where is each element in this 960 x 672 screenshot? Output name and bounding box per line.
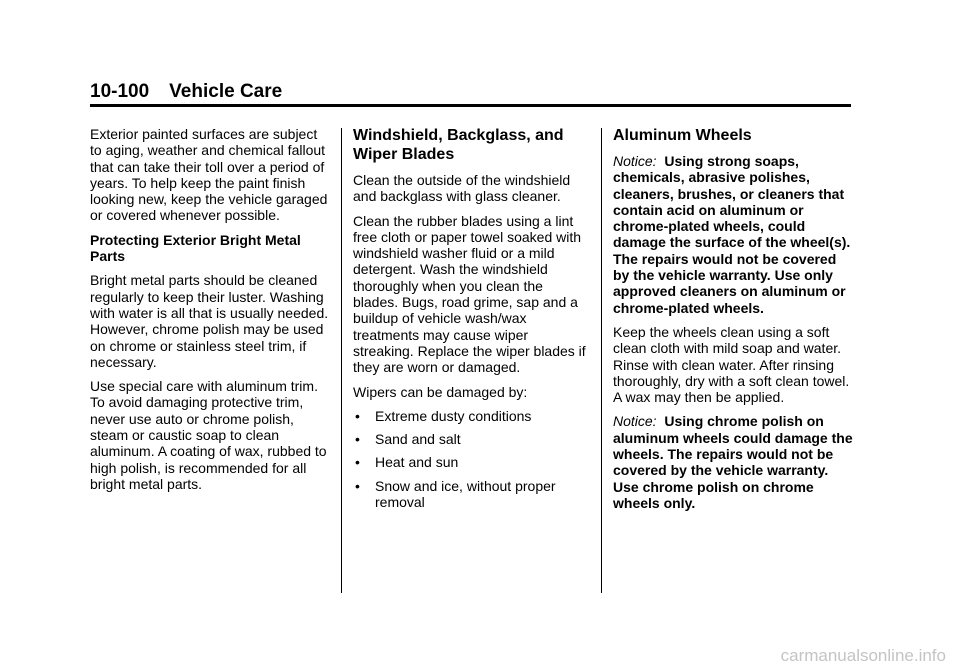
subheading-bright-metal: Protecting Exterior Bright Metal Parts [90, 231, 301, 265]
heading-aluminum-wheels: Aluminum Wheels [613, 127, 752, 144]
column-divider [601, 128, 602, 593]
bullet-icon: • [355, 407, 360, 424]
section-title: Vehicle Care [169, 81, 283, 102]
wheel-cleaning-paragraph: Keep the wheels clean using a soft clean cloth with mild soap and water. Rinse with clean water. After rinsing thoroughly, dry with a soft clean towel. A wax may then be applied. [613, 323, 850, 406]
header-rule [90, 104, 851, 107]
list-item [353, 454, 591, 470]
windshield-paragraph: Clean the outside of the windshield and backglass with glass cleaner. [353, 172, 571, 205]
list-item-text: Snow and ice, without proper removal [375, 477, 556, 511]
list-intro: Wipers can be damaged by: [353, 383, 528, 400]
wiper-blades-paragraph: Clean the rubber blades using a lint free cloth or paper towel soaked with windshield washer fluid or a mild detergent. Wash the windshield thoroughly when you clean the blades. Bugs, road grime, sap and a buildup of vehicle wash/wax treatments may cause wiper streaking. Replace the wiper blades if they are worn or damaged. [353, 212, 586, 376]
bullet-icon: • [355, 477, 360, 494]
column-middle [353, 126, 591, 517]
watermark: carmanualsonline.info [780, 646, 946, 665]
notice-label: Notice: [613, 413, 657, 430]
list-item-text: Sand and salt [375, 431, 461, 448]
column-right [613, 126, 853, 519]
list-item-text: Extreme dusty conditions [375, 407, 532, 424]
bullet-icon: • [355, 431, 360, 448]
bright-metal-paragraph: Bright metal parts should be cleaned regularly to keep their luster. Washing with water is all that is usually needed. However, chrome polish may be used on chrome or stainless steel trim, if necessary. [90, 272, 329, 370]
list-item-text: Heat and sun [375, 454, 459, 471]
bullet-icon: • [355, 454, 360, 471]
notice-block [613, 153, 853, 316]
aluminum-trim-paragraph: Use special care with aluminum trim. To avoid damaging protective trim, never use auto or chrome polish, steam or caustic soap to clean aluminum. A coating of wax, rubbed to high polish, is recommended for all bright metal parts. [90, 378, 327, 492]
page-number: 10-100 [90, 81, 150, 102]
list-item [353, 431, 591, 447]
notice-text: Using strong soaps, chemicals, abrasive polishes, cleaners, brushes, or cleaners that contain acid on aluminum or chrome-plated wheels, could damage the surface of the wheel(s). The repairs would not be covered by the vehicle warranty. Use only approved cleaners on aluminum or chrome-plated wheels. [613, 153, 851, 316]
column-left [90, 126, 330, 500]
list-item [353, 478, 591, 511]
wiper-damage-list [353, 408, 591, 510]
heading-windshield: Windshield, Backglass, and Wiper Blades [353, 127, 564, 163]
notice-block [613, 413, 853, 511]
list-item [353, 408, 591, 424]
notice-label: Notice: [613, 153, 657, 169]
intro-paragraph: Exterior painted surfaces are subject to aging, weather and chemical fallout that can take their toll over a period of years. To help keep the paint finish looking new, keep the vehicle garaged or covered whenever possible. [90, 126, 328, 224]
column-divider [341, 128, 342, 593]
notice-text: Using chrome polish on aluminum wheels could damage the wheels. The repairs would not be covered by the vehicle warranty. Use chrome polish on chrome wheels only. [613, 413, 853, 511]
page-header [90, 81, 282, 103]
